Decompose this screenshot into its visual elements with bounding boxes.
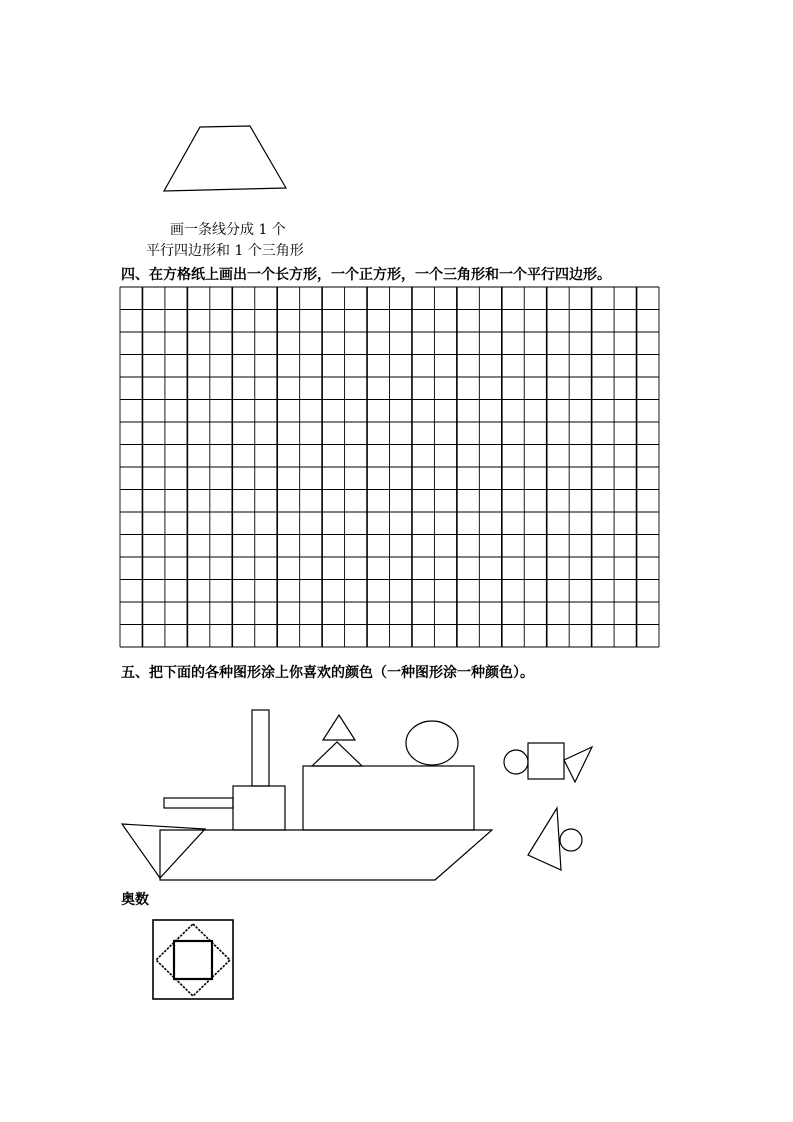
diamond [156, 924, 230, 996]
outer-square [153, 920, 233, 999]
exercise-5-heading: 五、把下面的各种图形涂上你喜欢的颜色（一种图形涂一种颜色）。 [121, 665, 534, 681]
instruction-line-2: 平行四边形和 1 个三角形 [146, 243, 304, 259]
olympiad-heading: 奥数 [121, 892, 149, 908]
exercise-4-heading: 四、在方格纸上画出一个长方形，一个正方形，一个三角形和一个平行四边形。 [121, 267, 611, 283]
instruction-line-1: 画一条线分成 1 个 [170, 222, 286, 238]
inner-square [174, 941, 212, 979]
